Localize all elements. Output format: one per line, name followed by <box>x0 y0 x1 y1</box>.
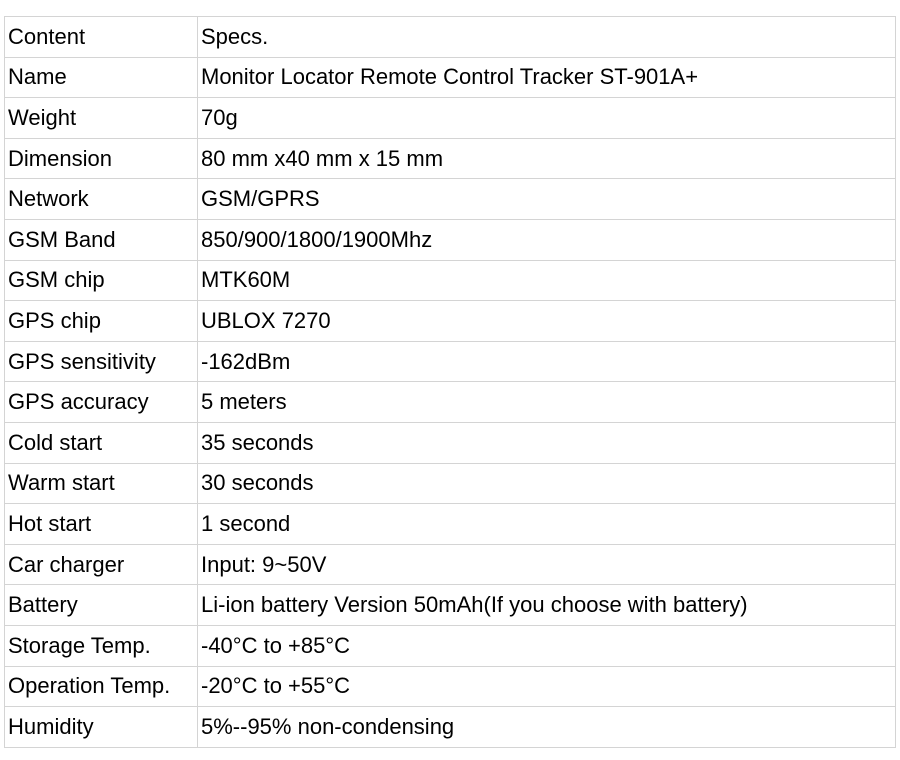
row-label: Warm start <box>5 463 198 504</box>
table-row <box>5 544 896 585</box>
row-label: GPS accuracy <box>5 382 198 423</box>
table-row <box>5 666 896 707</box>
row-value: Monitor Locator Remote Control Tracker ST-901A+ <box>198 57 896 98</box>
row-value: MTK60M <box>198 260 896 301</box>
table-row <box>5 98 896 139</box>
table-row <box>5 707 896 748</box>
table-row <box>5 463 896 504</box>
spec-table-body <box>5 17 896 748</box>
row-label: Operation Temp. <box>5 666 198 707</box>
row-value: 5%--95% non-condensing <box>198 707 896 748</box>
row-label: GPS chip <box>5 301 198 342</box>
row-label: Name <box>5 57 198 98</box>
row-label: Storage Temp. <box>5 625 198 666</box>
row-value: Specs. <box>198 17 896 58</box>
row-value: UBLOX 7270 <box>198 301 896 342</box>
row-value: 35 seconds <box>198 422 896 463</box>
row-value: -162dBm <box>198 341 896 382</box>
row-value: 70g <box>198 98 896 139</box>
table-row <box>5 57 896 98</box>
row-label: Cold start <box>5 422 198 463</box>
row-value: GSM/GPRS <box>198 179 896 220</box>
table-row <box>5 585 896 626</box>
row-value: 30 seconds <box>198 463 896 504</box>
table-row <box>5 504 896 545</box>
table-row <box>5 625 896 666</box>
row-label: GSM chip <box>5 260 198 301</box>
row-value: -40°C to +85°C <box>198 625 896 666</box>
row-value: Li-ion battery Version 50mAh(If you choose with battery) <box>198 585 896 626</box>
table-row <box>5 382 896 423</box>
row-label: Network <box>5 179 198 220</box>
table-row <box>5 179 896 220</box>
row-label: Battery <box>5 585 198 626</box>
row-label: GPS sensitivity <box>5 341 198 382</box>
table-row <box>5 301 896 342</box>
row-value: 850/900/1800/1900Mhz <box>198 219 896 260</box>
row-label: Dimension <box>5 138 198 179</box>
table-row <box>5 17 896 58</box>
table-row <box>5 341 896 382</box>
table-row <box>5 138 896 179</box>
table-row <box>5 422 896 463</box>
row-value: -20°C to +55°C <box>198 666 896 707</box>
row-label: Content <box>5 17 198 58</box>
row-value: Input: 9~50V <box>198 544 896 585</box>
row-value: 5 meters <box>198 382 896 423</box>
table-row <box>5 219 896 260</box>
row-value: 1 second <box>198 504 896 545</box>
row-label: Car charger <box>5 544 198 585</box>
table-row <box>5 260 896 301</box>
row-label: Humidity <box>5 707 198 748</box>
row-value: 80 mm x40 mm x 15 mm <box>198 138 896 179</box>
row-label: Hot start <box>5 504 198 545</box>
row-label: Weight <box>5 98 198 139</box>
spec-table <box>4 16 896 748</box>
row-label: GSM Band <box>5 219 198 260</box>
